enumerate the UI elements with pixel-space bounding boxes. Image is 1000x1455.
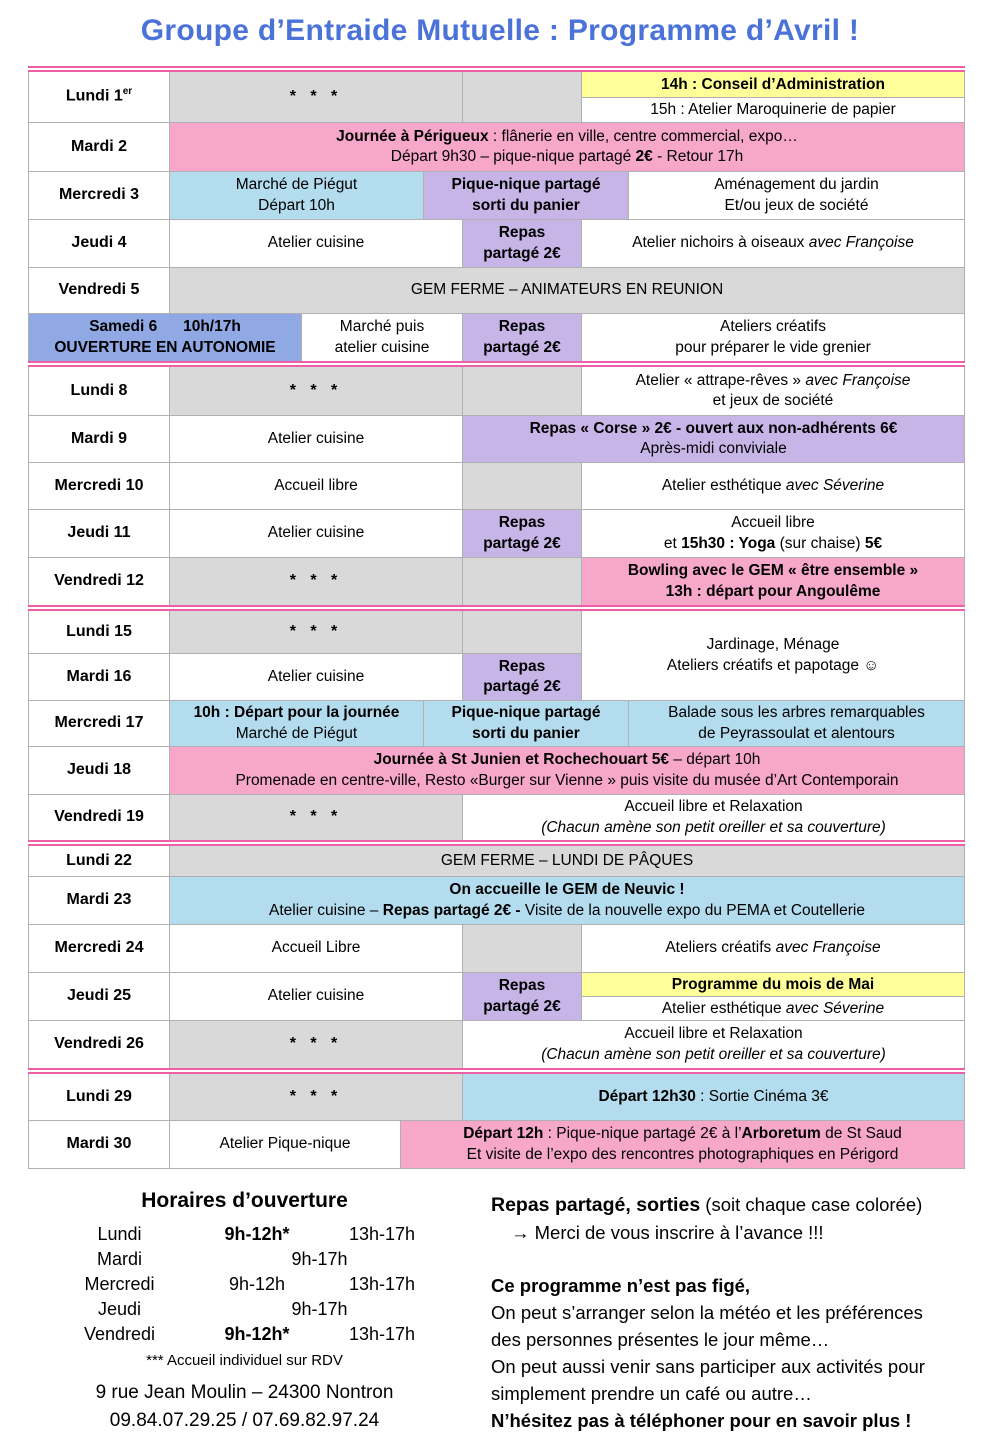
- hours-fullday: 9h-17h: [291, 1299, 348, 1319]
- activity-cell: GEM FERME – ANIMATEURS EN REUNION: [170, 268, 964, 313]
- activity-subcell: 15h : Atelier Maroquinerie de papier: [582, 98, 964, 123]
- day-cell: Mercredi 24: [29, 925, 169, 972]
- day-cell: Mardi 16: [29, 654, 169, 700]
- inscribe-line: → Merci de vous inscrire à l’avance !!!: [511, 1222, 824, 1243]
- table-row: [29, 367, 964, 415]
- activity-cell: [582, 973, 964, 1020]
- day-cell: Mercredi 3: [29, 172, 169, 219]
- table-row: [29, 509, 964, 557]
- table-row: [29, 557, 964, 605]
- activity-cell: [463, 463, 581, 509]
- day-cell: Lundi 1er: [29, 72, 169, 122]
- hours-day: Jeudi: [97, 1299, 142, 1319]
- table-row: [29, 313, 964, 361]
- opening-hours-rows: [12, 1222, 477, 1347]
- hours-afternoon: 13h-17h: [348, 1324, 416, 1344]
- table-row: [29, 1020, 964, 1068]
- activity-cell: Bowling avec le GEM « être ensemble » 13h : départ pour Angoulême: [582, 558, 964, 605]
- program-note: [491, 1272, 982, 1434]
- opening-hours-title: Horaires d’ouverture: [141, 1189, 348, 1212]
- shared-meals-heading-rest: (soit chaque case colorée): [700, 1194, 923, 1215]
- phone-line: 09.84.07.29.25 / 07.69.82.97.24: [109, 1410, 380, 1431]
- activity-cell: [463, 925, 581, 972]
- program-note-line: On peut s’arranger selon la météo et les préférences: [491, 1302, 923, 1323]
- day-cell: Vendredi 19: [29, 795, 169, 840]
- program-note-line: des personnes présentes le jour même…: [491, 1329, 830, 1350]
- hours-fullday: 9h-17h: [291, 1249, 348, 1269]
- activity-cell: * * *: [170, 611, 462, 653]
- hours-day: Lundi: [97, 1224, 142, 1244]
- hours-row: [12, 1322, 477, 1347]
- table-row: [29, 924, 964, 972]
- merged-activity-cell: Jardinage, Ménage Ateliers créatifs et papotage ☺: [582, 611, 964, 700]
- table-row: [29, 1074, 964, 1120]
- activity-cell: Repas partagé 2€: [463, 654, 581, 700]
- day-cell: Mardi 30: [29, 1121, 169, 1168]
- activity-cell: * * *: [170, 72, 462, 122]
- table-row: [29, 876, 964, 924]
- day-cell: Jeudi 11: [29, 510, 169, 557]
- address-line: 9 rue Jean Moulin – 24300 Nontron: [95, 1382, 394, 1403]
- day-cell: Lundi 15: [29, 611, 169, 653]
- hours-row: [12, 1297, 477, 1322]
- activity-cell: Ateliers créatifs avec Françoise: [582, 925, 964, 972]
- hours-row: [12, 1222, 477, 1247]
- activity-cell: On accueille le GEM de Neuvic ! Atelier cuisine – Repas partagé 2€ - Visite de la nouvelle expo du PEMA et Coutellerie: [170, 877, 964, 924]
- table-row: [29, 462, 964, 509]
- page-title: Groupe d’Entraide Mutuelle : Programme d’Avril !: [140, 14, 860, 47]
- activity-subcell: 14h : Conseil d’Administration: [582, 72, 964, 97]
- table-row: [29, 1120, 964, 1168]
- day-cell: Mardi 2: [29, 123, 169, 171]
- activity-cell: Marché de Piégut Départ 10h: [170, 172, 423, 219]
- program-note-line: simplement prendre un café ou autre…: [491, 1383, 812, 1404]
- activity-cell: Journée à Périgueux : flânerie en ville, centre commercial, expo… Départ 9h30 – pique-nique partagé 2€ - Retour 17h: [170, 123, 964, 171]
- activity-cell: Atelier cuisine: [170, 654, 462, 700]
- program-note-line: Ce programme n’est pas figé,: [491, 1275, 751, 1296]
- activity-cell: Accueil libre: [170, 463, 462, 509]
- shared-meals-heading: [491, 1191, 982, 1219]
- activity-cell: Atelier cuisine: [170, 220, 462, 267]
- day-cell: Vendredi 12: [29, 558, 169, 605]
- activity-cell: Journée à St Junien et Rochechouart 5€ – départ 10h Promenade en centre-ville, Resto «Burger sur Vienne » puis visite du musée d’Art Contemporain: [170, 747, 964, 794]
- activity-cell: [463, 611, 581, 653]
- activity-subcell: Programme du mois de Mai: [582, 973, 964, 996]
- activity-cell: Aménagement du jardin Et/ou jeux de société: [629, 172, 964, 219]
- day-cell: Lundi 29: [29, 1074, 169, 1120]
- activity-cell: Repas partagé 2€: [463, 220, 581, 267]
- opening-hours: [12, 1189, 477, 1435]
- activity-cell: * * *: [170, 367, 462, 415]
- hours-morning: 9h-12h: [228, 1274, 286, 1294]
- activity-cell: Ateliers créatifs pour préparer le vide grenier: [582, 314, 964, 361]
- activity-cell: * * *: [170, 1074, 462, 1120]
- activity-cell: Marché puis atelier cuisine: [302, 314, 462, 361]
- activity-cell: Accueil Libre: [170, 925, 462, 972]
- table-row: [29, 72, 964, 122]
- table-row: [29, 972, 964, 1020]
- activity-cell: Repas partagé 2€: [463, 510, 581, 557]
- activity-subcell: Atelier esthétique avec Séverine: [582, 997, 964, 1020]
- footer-info: [477, 1189, 1000, 1435]
- activity-cell: Atelier Pique-nique: [170, 1121, 400, 1168]
- activity-cell: Accueil libre et 15h30 : Yoga (sur chaise) 5€: [582, 510, 964, 557]
- day-cell: Jeudi 18: [29, 747, 169, 794]
- day-cell: Mercredi 17: [29, 701, 169, 746]
- activity-cell: Atelier cuisine: [170, 416, 462, 462]
- page: [0, 14, 1000, 1455]
- activity-cell: 10h : Départ pour la journée Marché de Piégut: [170, 701, 423, 746]
- activity-cell: Accueil libre et Relaxation (Chacun amène son petit oreiller et sa couverture): [463, 795, 964, 840]
- hours-afternoon: 13h-17h: [348, 1274, 416, 1294]
- activity-cell: Départ 12h30 : Sortie Cinéma 3€: [463, 1074, 964, 1120]
- day-cell: Lundi 22: [29, 846, 169, 876]
- activity-cell: [463, 72, 581, 122]
- day-cell: Vendredi 5: [29, 268, 169, 313]
- table-row: [29, 611, 581, 653]
- program-table: [28, 66, 965, 1169]
- shared-meals-heading-bold: Repas partagé, sorties: [491, 1194, 701, 1216]
- table-row: [29, 846, 964, 876]
- activity-cell: Samedi 6 10h/17h OUVERTURE EN AUTONOMIE: [29, 314, 301, 361]
- rowgroup-left: [29, 611, 581, 700]
- activity-cell: Accueil libre et Relaxation (Chacun amène son petit oreiller et sa couverture): [463, 1021, 964, 1068]
- day-cell: Vendredi 26: [29, 1021, 169, 1068]
- activity-cell: Atelier cuisine: [170, 973, 462, 1020]
- activity-cell: Pique-nique partagé sorti du panier: [424, 701, 628, 746]
- hours-note: *** Accueil individuel sur RDV: [146, 1352, 343, 1369]
- day-cell: Jeudi 25: [29, 973, 169, 1020]
- program-note-line: On peut aussi venir sans participer aux activités pour: [491, 1356, 925, 1377]
- table-rowgroup: [29, 611, 964, 700]
- table-row: [29, 653, 581, 700]
- table-row: [29, 219, 964, 267]
- hours-morning: 9h-12h*: [224, 1224, 290, 1244]
- hours-day: Mercredi: [84, 1274, 155, 1294]
- table-row: [29, 746, 964, 794]
- table-row: [29, 700, 964, 746]
- activity-cell: Repas « Corse » 2€ - ouvert aux non-adhérents 6€ Après-midi conviviale: [463, 416, 964, 462]
- day-cell: Mercredi 10: [29, 463, 169, 509]
- day-cell: Lundi 8: [29, 367, 169, 415]
- activity-cell: Repas partagé 2€: [463, 973, 581, 1020]
- activity-cell: [463, 558, 581, 605]
- activity-cell: Pique-nique partagé sorti du panier: [424, 172, 628, 219]
- activity-cell: [463, 367, 581, 415]
- day-cell: Mardi 9: [29, 416, 169, 462]
- footer: [0, 1189, 1000, 1435]
- activity-cell: * * *: [170, 1021, 462, 1068]
- activity-cell: Repas partagé 2€: [463, 314, 581, 361]
- hours-afternoon: 13h-17h: [348, 1224, 416, 1244]
- table-row: [29, 122, 964, 171]
- day-cell: Mardi 23: [29, 877, 169, 924]
- activity-cell: Atelier esthétique avec Séverine: [582, 463, 964, 509]
- table-row: [29, 267, 964, 313]
- hours-day: Vendredi: [83, 1324, 156, 1344]
- activity-cell: Départ 12h : Pique-nique partagé 2€ à l’Arboretum de St Saud Et visite de l’expo des rencontres photographiques en Périgord: [401, 1121, 964, 1168]
- hours-row: [12, 1272, 477, 1297]
- activity-cell: Balade sous les arbres remarquables de Peyrassoulat et alentours: [629, 701, 964, 746]
- hours-day: Mardi: [96, 1249, 142, 1269]
- program-note-line: N’hésitez pas à téléphoner pour en savoir plus !: [491, 1410, 912, 1431]
- activity-cell: GEM FERME – LUNDI DE PÂQUES: [170, 846, 964, 876]
- table-row: [29, 415, 964, 462]
- activity-cell: * * *: [170, 795, 462, 840]
- activity-cell: [582, 72, 964, 122]
- day-cell: Jeudi 4: [29, 220, 169, 267]
- hours-row: [12, 1247, 477, 1272]
- hours-morning: 9h-12h*: [224, 1324, 290, 1344]
- activity-cell: * * *: [170, 558, 462, 605]
- table-row: [29, 171, 964, 219]
- activity-cell: Atelier « attrape-rêves » avec Françoise et jeux de société: [582, 367, 964, 415]
- table-row: [29, 794, 964, 840]
- activity-cell: Atelier cuisine: [170, 510, 462, 557]
- activity-cell: Atelier nichoirs à oiseaux avec Françoise: [582, 220, 964, 267]
